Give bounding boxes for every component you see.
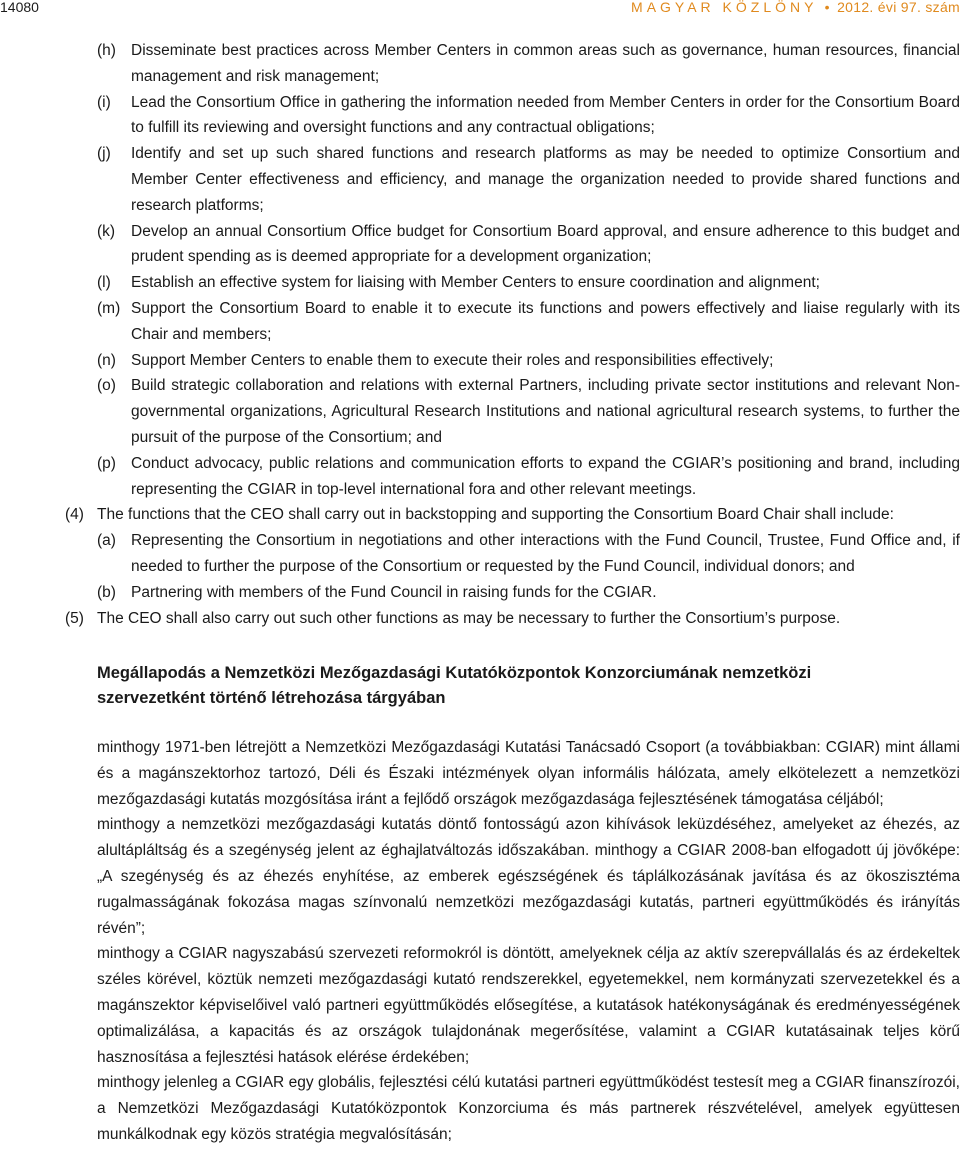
list-item [0,270,960,296]
item-marker: (a) [97,532,116,550]
item-text: Lead the Consortium Office in gathering the information needed from Member Centers in order for the Consortium Board to fulfill its reviewing and oversight functions and any contractual obligations; [131,93,960,137]
item-text: The functions that the CEO shall carry out in backstopping and supporting the Consortium Board Chair shall include: [97,506,894,524]
item-marker: (o) [97,377,116,395]
item-text: Support Member Centers to enable them to execute their roles and responsibilities effectively; [131,351,774,369]
item-text: Identify and set up such shared functions and research platforms as may be needed to optimize Consortium and Member Center effectiveness and efficiency, and manage the organization needed to provide shared functions and research platforms; [131,145,960,214]
section-title: Megállapodás a Nemzetközi Mezőgazdasági Kutatóközpontok Konzorciumának nemzetközi szervezetként történő létrehozása tárgyában [97,664,812,707]
item-marker: (p) [97,454,116,472]
list-item [0,502,960,528]
item-text: Conduct advocacy, public relations and communication efforts to expand the CGIAR’s positioning and brand, including representing the CGIAR in top-level international fora and other relevant meetings. [131,454,960,498]
item-text: Partnering with members of the Fund Council in raising funds for the CGIAR. [131,583,657,601]
list-item [0,373,960,450]
list-item [0,580,960,606]
item-marker: (m) [97,299,121,317]
list-item [0,451,960,503]
preamble-paragraph: minthogy a nemzetközi mezőgazdasági kutatás döntő fontosságú azon kihívások leküzdéséhez, amelyeket az éhezés, az alultápláltság és a szegénység jelent az éghajlatváltozás időszakában. minthogy a CGIAR 2008-ban elfogadott új jövőképe: „A szegénység és az éhezés enyhítése, az emberek egészségének és táplálkozásának javítása és az ökoszisztéma rugalmasságának fokozása magas színvonalú nemzetközi mezőgazdasági kutatás, partneri együttműködés és irányítás révén”; [97,816,960,937]
list-section [0,38,960,631]
item-text: Develop an annual Consortium Office budget for Consortium Board approval, and ensure adherence to this budget and prudent spending as is deemed appropriate for a development organization; [131,222,960,266]
item-marker: (h) [97,42,116,59]
item-marker: (4) [65,506,84,524]
list-item [0,606,960,632]
item-marker: (j) [97,145,111,163]
item-text: Representing the Consortium in negotiations and other interactions with the Fund Council, Trustee, Fund Office and, if needed to further the purpose of the Consortium or requested by the Fund Council, individual donors; and [131,532,960,575]
preamble-paragraph: minthogy a CGIAR nagyszabású szervezeti reformokról is döntött, amelyeknek célja az aktív szerepvállalás és az érdekeltek széles körével, köztük nemzeti mezőgazdasági kutató rendszerekkel, egyetemekkel, nem kormányzati szervezetekkel és a magánszektor képviselőivel való partneri együttműködés elősegítése, a kutatások hatékonyságának és eredményességének optimalizálása, a kapacitás és az országok tulajdonának megerősítése, valamint a CGIAR kutatásainak teljes körű hasznosítása a fejlesztési hatások elérése érdekében; [97,945,960,1066]
list-item [0,141,960,218]
item-marker: (n) [97,351,116,369]
list-item [0,90,960,142]
list-item [0,38,960,90]
item-marker: (5) [65,609,84,627]
item-marker: (b) [97,583,116,601]
page-header [0,0,960,20]
item-text: Support the Consortium Board to enable it to execute its functions and powers effectively and liaise regularly with its Chair and members; [131,299,960,343]
list-item [0,528,960,580]
item-marker: (i) [97,93,111,111]
page-number: 14080 [0,0,39,15]
journal-name: MAGYAR KÖZLÖNY [631,0,818,15]
list-item [0,348,960,374]
preamble-paragraph: minthogy jelenleg a CGIAR egy globális, fejlesztési célú kutatási partneri együttműködést testesít meg a CGIAR finanszírozói, a Nemzetközi Mezőgazdasági Kutatóközpontok Konzorciuma és más partnerek részvételével, amelyek együttesen munkálkodnak egy közös stratégia megvalósításán; [97,1074,960,1143]
list-item [0,219,960,271]
item-text: The CEO shall also carry out such other functions as may be necessary to further the Consortium’s purpose. [97,609,841,627]
item-text: Build strategic collaboration and relations with external Partners, including private sector institutions and relevant Non-governmental organizations, Agricultural Research Institutions and national agricultural research systems, to further the pursuit of the purpose of the Consortium; and [131,377,960,446]
running-head [631,0,960,14]
preamble [97,735,960,1148]
preamble-paragraph: minthogy 1971-ben létrejött a Nemzetközi Mezőgazdasági Kutatási Tanácsadó Csoport (a továbbiakban: CGIAR) mint állami és a magánszektorhoz tartozó, Déli és Északi intézmények olyan informális hálózata, amely elkötelezett a nemzetközi mezőgazdasági kutatás mozgósítása iránt a fejlődő országok mezőgazdasága fejlesztésének támogatása céljából; [97,739,960,808]
issue-label: 2012. évi 97. szám [837,0,960,15]
item-marker: (k) [97,222,116,240]
item-text: Disseminate best practices across Member Centers in common areas such as governance, human resources, financial management and risk management; [131,42,960,85]
list-item [0,296,960,348]
item-marker: (l) [97,274,111,292]
header-separator: • [824,0,830,15]
item-text: Establish an effective system for liaising with Member Centers to ensure coordination and alignment; [131,274,820,292]
